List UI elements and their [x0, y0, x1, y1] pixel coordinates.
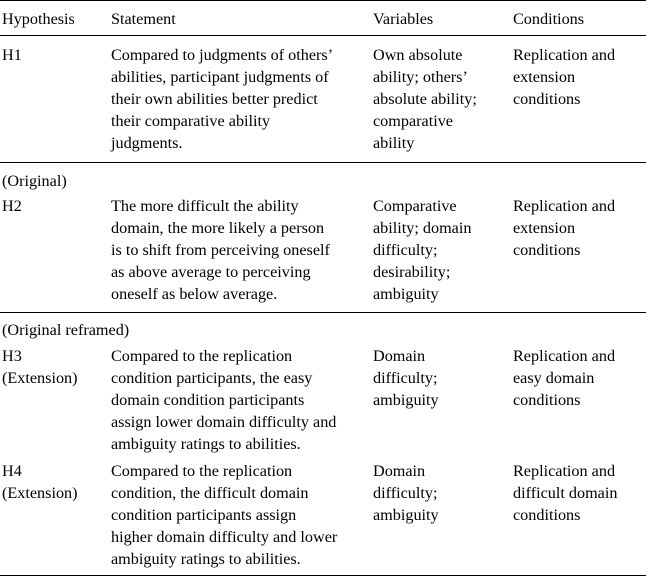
- row-h4-conditions: Replication and difficult domain conditions: [513, 462, 618, 524]
- header-conditions: Conditions: [513, 10, 585, 28]
- row-rule: [0, 312, 646, 313]
- row-h3-conditions: Replication and easy domain conditions: [513, 347, 616, 409]
- row-h1-statement: Compared to judgments of others’ abilities, participant judgments of their own abilities better predict their comparative ability judgments.: [111, 46, 334, 152]
- row-h3-variables: Domain difficulty; ambiguity: [373, 347, 439, 409]
- row-h2-conditions: Replication and extension conditions: [513, 197, 616, 259]
- header-rule: [0, 35, 646, 36]
- row-h2-group-label: (Original): [2, 172, 67, 190]
- row-h4-variables: Domain difficulty; ambiguity: [373, 462, 439, 524]
- row-h4-hypothesis: H4 (Extension): [2, 462, 78, 502]
- row-h1-hypothesis: H1: [2, 46, 22, 64]
- row-h3-group-label: (Original reframed): [2, 321, 130, 339]
- row-h4-statement: Compared to the replication condition, the difficult domain condition participants assign higher domain difficulty and lower ambiguity ratings to abilities.: [111, 462, 338, 568]
- header-variables: Variables: [373, 10, 434, 28]
- row-h2-statement: The more difficult the ability domain, the more likely a person is to shift from perceiving oneself as above average to perceiving oneself as below average.: [111, 197, 330, 303]
- header-statement: Statement: [111, 10, 176, 28]
- row-h1-variables: Own absolute ability; others’ absolute ability; comparative ability: [373, 46, 477, 152]
- row-rule: [0, 162, 646, 163]
- row-h1-conditions: Replication and extension conditions: [513, 46, 616, 108]
- header-hypothesis: Hypothesis: [2, 10, 75, 28]
- top-rule: [0, 0, 646, 1]
- row-h3-hypothesis: H3 (Extension): [2, 347, 78, 387]
- row-h2-hypothesis: H2: [2, 197, 22, 215]
- row-h2-variables: Comparative ability; domain difficulty; desirability; ambiguity: [373, 197, 472, 303]
- bottom-rule: [0, 575, 646, 576]
- row-h3-statement: Compared to the replication condition participants, the easy domain condition participants assign lower domain difficulty and ambiguity ratings to abilities.: [111, 347, 337, 453]
